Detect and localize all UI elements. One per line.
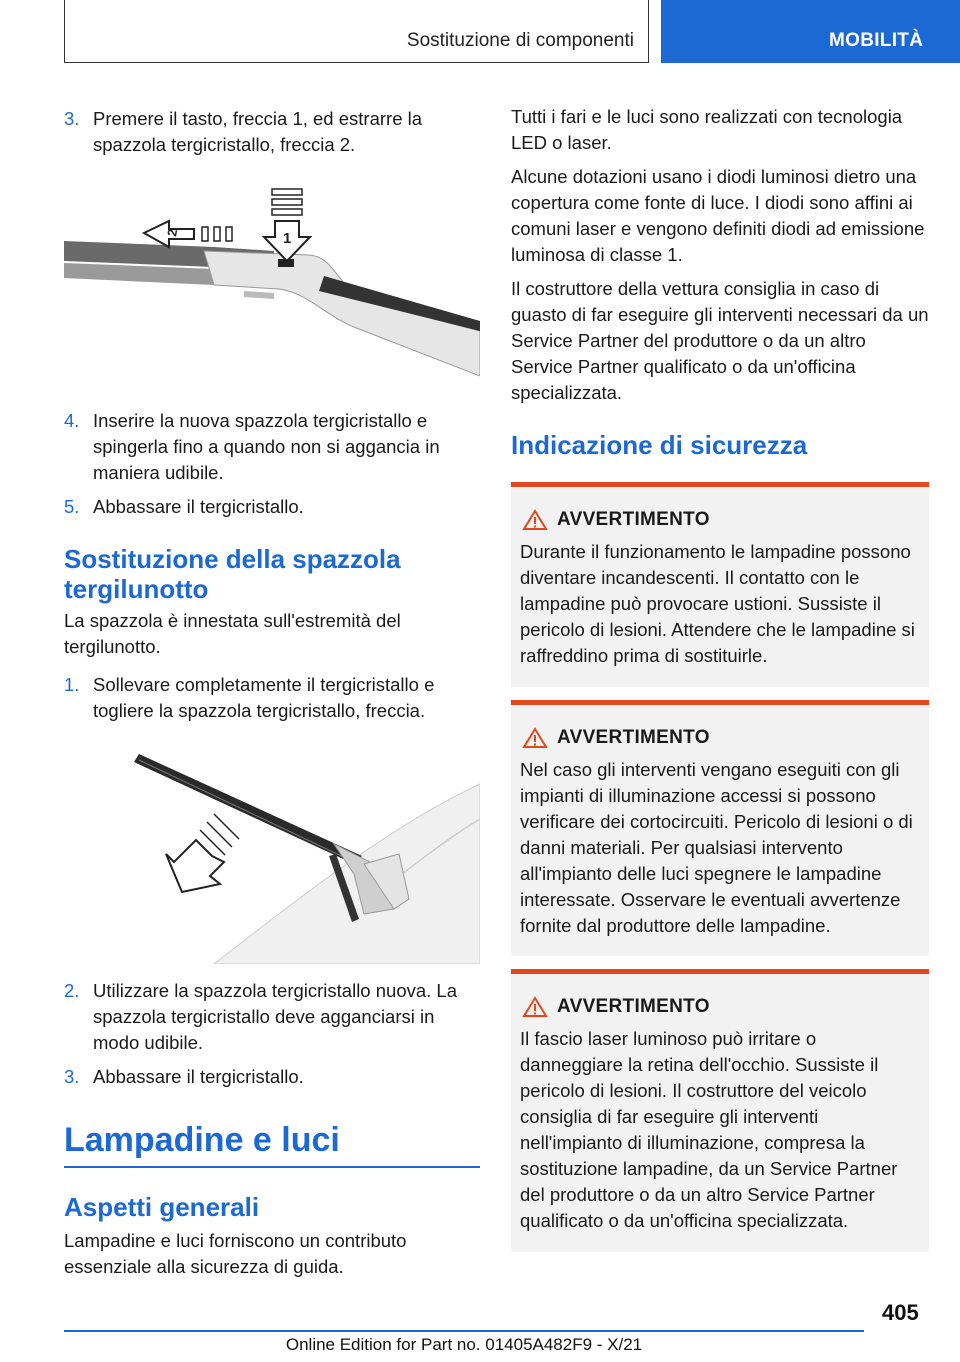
step-number: 5. (64, 496, 80, 517)
step-number: 4. (64, 410, 80, 431)
step-number: 1. (64, 674, 80, 695)
safety-heading: Indicazione di sicurezza (511, 430, 808, 460)
step-text: Sollevare completamente il tergicristallo e togliere la spazzola tergicristallo, freccia. (93, 674, 435, 721)
step-text: Utilizzare la spazzola tergicristallo nuova. La spazzola tergicristallo deve agganciarsi in modo udibile. (93, 980, 458, 1053)
rear-wiper-illustration (64, 744, 480, 964)
list-item (64, 408, 480, 486)
lamps-heading: Lampadine e luci (64, 1121, 340, 1159)
arrow-1-label: 1 (283, 230, 292, 247)
paragraph: Tutti i fari e le luci sono realizzati con tecnologia LED o laser. (511, 106, 903, 153)
arrow-2-label: 2 (164, 227, 181, 238)
warning-text: Nel caso gli interventi vengano eseguiti con gli impianti di illuminazione accessi si possono verificare dei cortocircuiti. Pericolo di lesioni o di danni materiali. Per qualsiasi intervento all'impianto delle luci spegnere le lampadine interessate. Osservare le eventuali avvertenze fornite dal produttore delle lampadine. (520, 759, 913, 936)
step-text: Inserire la nuova spazzola tergicristallo e spingerla fino a quando non si aggancia in maniera udibile. (93, 410, 440, 483)
warning-title: AVVERTIMENTO (557, 996, 710, 1017)
header-section-box (64, 0, 649, 63)
step-number: 3. (64, 108, 80, 129)
list-item (64, 978, 480, 1056)
header-category-label: MOBILITÀ (829, 30, 924, 51)
warning-triangle-icon (522, 727, 548, 749)
warning-text: Durante il funzionamento le lampadine possono diventare incandescenti. Il contatto con le lampadine può provocare ustioni. Sussiste il pericolo di lesioni. Attendere che le lampadine si raffreddino prima di sostituirle. (520, 541, 915, 666)
step-text: Abbassare il tergicristallo. (93, 1066, 304, 1087)
warning-title: AVVERTIMENTO (557, 727, 710, 748)
list-item (64, 494, 480, 520)
page-number: 405 (882, 1300, 919, 1325)
general-text: Lampadine e luci forniscono un contributo essenziale alla sicurezza di guida. (64, 1229, 407, 1277)
warning-triangle-icon (522, 996, 548, 1018)
rear-wiper-heading: Sostituzione della spazzola tergilunotto (64, 544, 401, 604)
left-column (64, 100, 480, 1280)
arrow-1-icon (264, 189, 310, 261)
rear-wiper-intro: La spazzola è innestata sull'estremità del tergilunotto. (64, 610, 401, 657)
list-item (64, 1064, 480, 1090)
warning-box (511, 969, 929, 1252)
header-section-title: Sostituzione di componenti (406, 30, 634, 51)
step-text: Premere il tasto, freccia 1, ed estrarre la spazzola tergicristallo, freccia 2. (93, 108, 423, 155)
list-item (64, 106, 480, 158)
warning-title: AVVERTIMENTO (557, 509, 710, 530)
footer-divider (64, 1330, 864, 1332)
step-text: Abbassare il tergicristallo. (93, 496, 304, 517)
warning-box (511, 482, 929, 687)
step-number: 2. (64, 980, 80, 1001)
section-divider (64, 1166, 480, 1168)
arrow-2-icon (144, 221, 232, 247)
paragraph: Alcune dotazioni usano i diodi luminosi dietro una copertura come fonte di luce. I diodi sono affini ai comuni laser e vengono definiti diodi ad emissione luminosa di classe 1. (511, 166, 925, 265)
step-number: 3. (64, 1066, 80, 1087)
warning-box (511, 700, 929, 956)
warning-triangle-icon (522, 509, 548, 531)
footer-edition[interactable]: Online Edition for Part no. 01405A482F9 - X/21 (285, 1335, 643, 1354)
right-column (511, 100, 929, 1252)
wiper-removal-illustration (64, 181, 480, 396)
header-category-tab[interactable] (661, 0, 960, 63)
list-item (64, 672, 480, 724)
paragraph: Il costruttore della vettura consiglia in caso di guasto di far eseguire gli interventi necessari da un Service Partner del produttore o da un altro Service Partner qualificato o da un'officina specializzata. (511, 278, 929, 403)
general-heading: Aspetti generali (64, 1191, 260, 1222)
arrow-down-left-icon (166, 814, 239, 892)
warning-text: Il fascio laser luminoso può irritare o danneggiare la retina dell'occhio. Sussiste il pericolo di lesioni. Il costruttore del veicolo consiglia di far eseguire gli interventi nell'impianto di illuminazione, compresa la sostituzione lampadine, da un Service Partner del produttore o da un altro Service Partner qualificato o da un'officina specializzata. (520, 1028, 898, 1231)
